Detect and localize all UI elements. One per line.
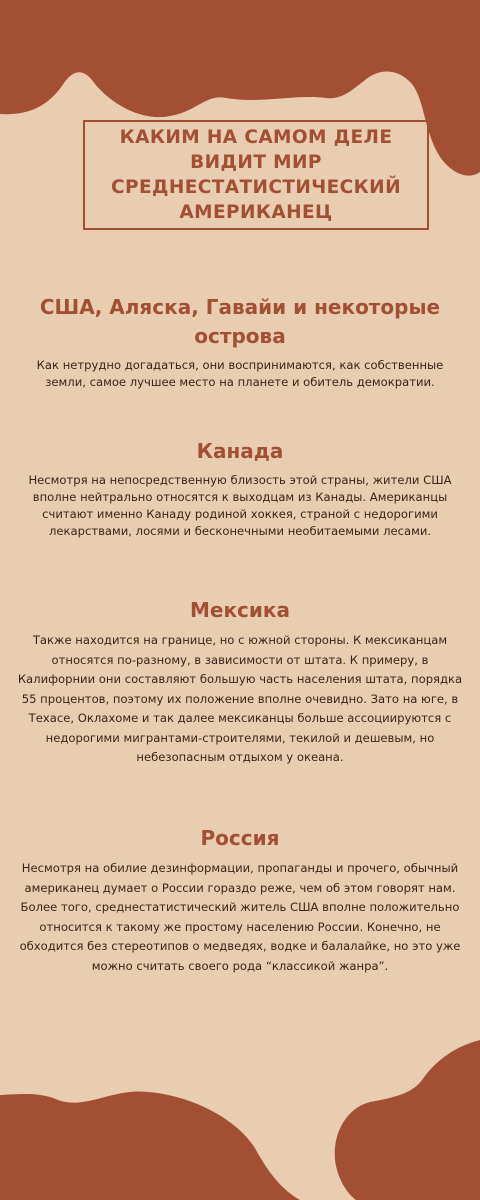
- section-canada: [16, 437, 464, 540]
- section-heading: Мексика: [190, 598, 290, 622]
- section-text: Также находится на границе, но с южной стороны. К мексиканцам относятся по-разному, в зависимости от штата. К примеру, в Калифорнии они составляют большую часть населения штата, порядка 55 процентов, поэтому их положение вполне очевидно. Зато на юге, в Техасе, Оклахоме и так далее мексиканцы больше ассоциируются с недорогими мигрантами-строителями, текилой и дешевым, но небезопасным отдыхом у океана.: [17, 633, 463, 764]
- section-text: Как нетрудно догадаться, они воспринимаются, как собственные земли, самое лучшее место на планете и обитель демократии.: [36, 358, 444, 389]
- section-mexico: [16, 596, 464, 768]
- section-text: Несмотря на обилие дезинформации, пропаганды и прочего, обычный американец думает о России гораздо реже, чем об этом говорят нам. Более того, среднестатистический житель США вполне положительно относится к такому же простому населению России. Конечно, не обходится без стереотипов о медведях, водке и балалайке, но это уже можно считать своего рода “классикой жанра”.: [19, 861, 461, 973]
- section-russia: [16, 824, 464, 976]
- page-title: КАКИМ НА САМОМ ДЕЛЕ ВИДИТ МИР СРЕДНЕСТАТИСТИЧЕСКИЙ АМЕРИКАНЕЦ: [111, 127, 401, 223]
- section-usa: [16, 293, 464, 391]
- section-heading: Россия: [200, 826, 280, 850]
- section-heading: США, Аляска, Гавайи и некоторые острова: [39, 295, 441, 348]
- section-heading: Канада: [196, 439, 284, 463]
- section-text: Несмотря на непосредственную близость этой страны, жители США вполне нейтрально относятся к выходцам из Канады. Американцы считают именно Канаду родиной хоккея, страной с недорогими лекарствами, лосями и бесконечными необитаемыми лесами.: [28, 473, 452, 538]
- title-box: [83, 120, 429, 230]
